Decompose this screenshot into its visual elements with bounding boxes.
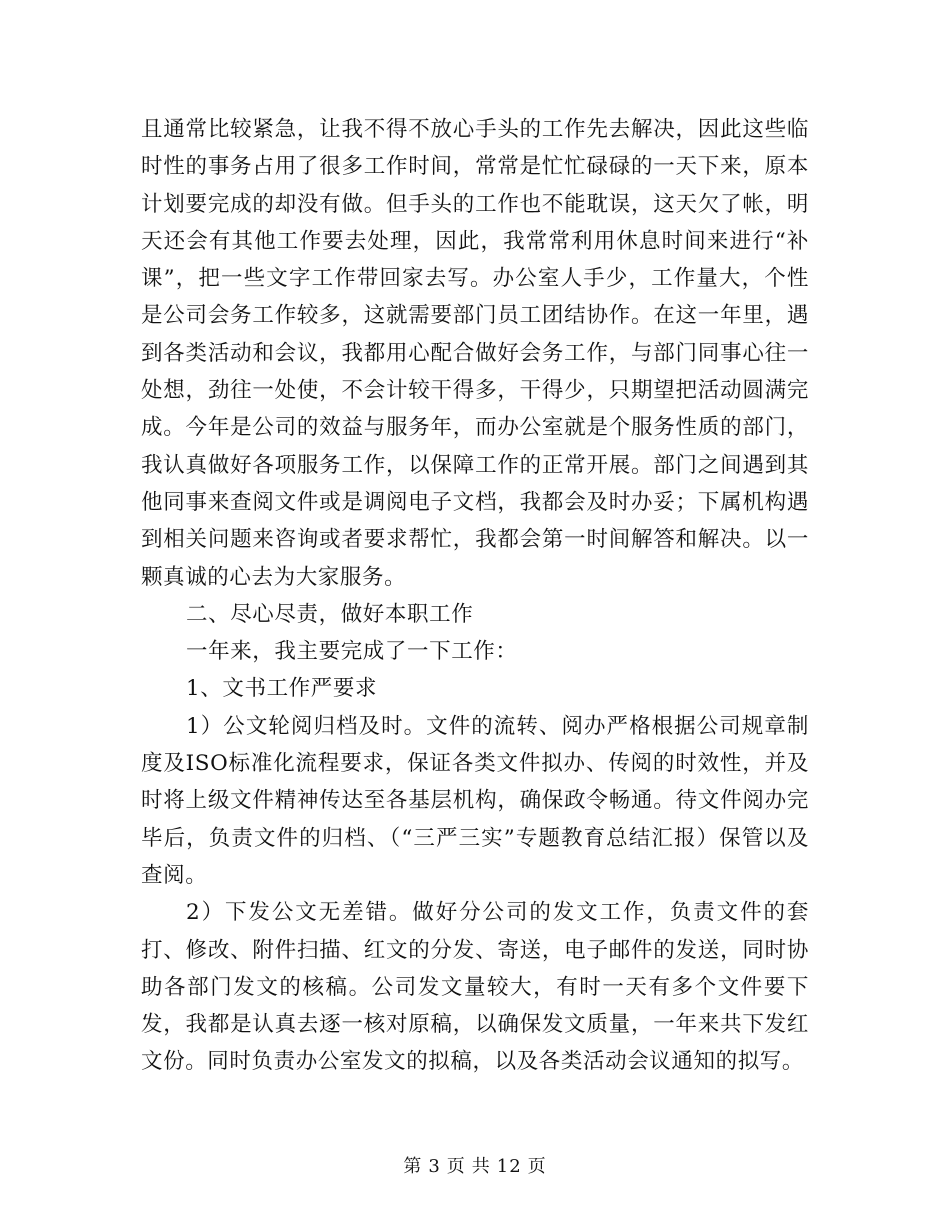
current-page-number: 3 xyxy=(428,1156,441,1177)
total-pages-number: 12 xyxy=(496,1156,522,1177)
page-footer xyxy=(0,1152,950,1178)
body-paragraph: 一年来，我主要完成了一下工作： xyxy=(186,639,518,665)
body-paragraph: 1）公文轮阅归档及时。文件的流转、阅办严格根据公司规章制度及ISO标准化流程要求，保证各类文件拟办、传阅的时效性，并及时将上级文件精神传达至各基层机构，确保政令畅通。待文件阅办完毕后，负责文件的归档、（“三严三实”专题教育总结汇报）保管以及查阅。 xyxy=(141,713,809,888)
footer-suffix: 页 xyxy=(527,1156,547,1177)
body-paragraph: 2）下发公文无差错。做好分公司的发文工作，负责文件的套打、修改、附件扫描、红文的分发、寄送，电子邮件的发送，同时协助各部门发文的核稿。公司发文量较大，有时一天有多个文件要下发，我都是认真去逐一核对原稿，以确保发文质量，一年来共下发红文份。同时负责办公室发文的拟稿，以及各类活动会议通知的拟写。 xyxy=(141,900,809,1075)
footer-page-word: 页 xyxy=(446,1156,466,1177)
footer-prefix: 第 xyxy=(403,1156,423,1177)
document-body xyxy=(141,111,809,1081)
section-heading: 二、尽心尽责，做好本职工作 xyxy=(186,601,474,627)
footer-total-word: 共 xyxy=(471,1156,491,1177)
body-paragraph: 且通常比较紧急，让我不得不放心手头的工作先去解决，因此这些临时性的事务占用了很多工作时间，常常是忙忙碌碌的一天下来，原本计划要完成的却没有做。但手头的工作也不能耽误，这天欠了帐，明天还会有其他工作要去处理，因此，我常常利用休息时间来进行“补课”，把一些文字工作带回家去写。办公室人手少，工作量大，个性是公司会务工作较多，这就需要部门员工团结协作。在这一年里，遇到各类活动和会议，我都用心配合做好会务工作，与部门同事心往一处想，劲往一处使，不会计较干得多，干得少，只期望把活动圆满完成。今年是公司的效益与服务年，而办公室就是个服务性质的部门，我认真做好各项服务工作，以保障工作的正常开展。部门之间遇到其他同事来查阅文件或是调阅电子文档，我都会及时办妥；下属机构遇到相关问题来咨询或者要求帮忙，我都会第一时间解答和解决。以一颗真诚的心去为大家服务。 xyxy=(141,117,809,590)
subsection-heading: 1、文书工作严要求 xyxy=(186,676,378,702)
